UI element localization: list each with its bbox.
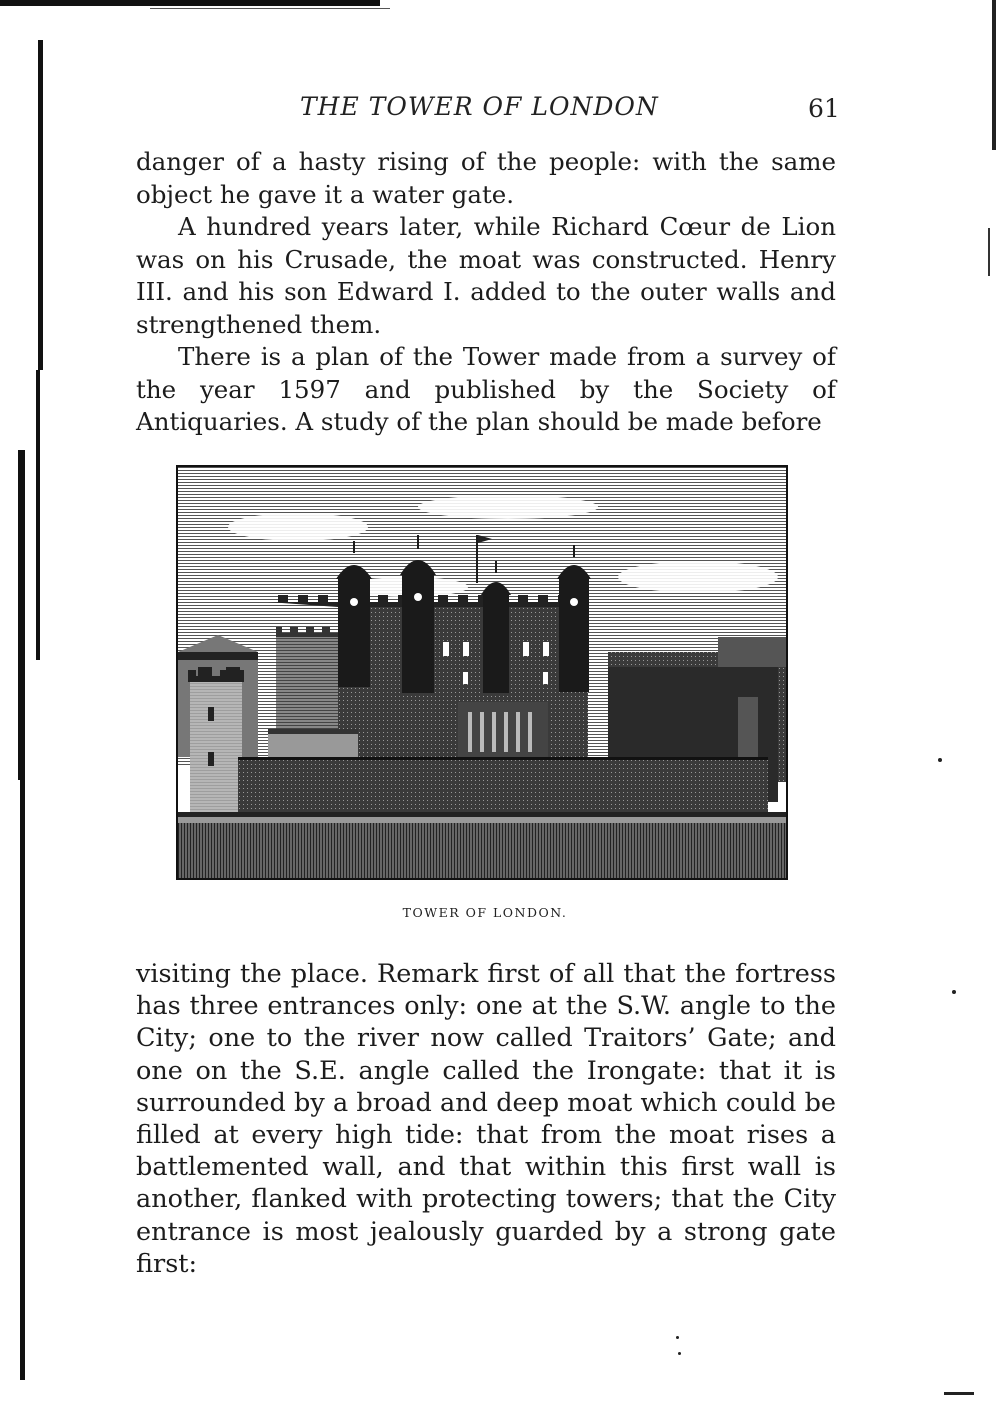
body-text-bottom: [136, 958, 836, 1280]
scan-speck: [938, 758, 942, 762]
scan-edge-bottom-mark: [944, 1392, 974, 1395]
page-number: 61: [808, 94, 840, 123]
paragraph: A hundred years later, while Richard Cœur de Lion was on his Crusade, the moat was constructed. Henry III. and his son Edward I. added to the outer walls and strengthened them.: [136, 212, 836, 339]
scan-speck: [952, 990, 956, 994]
scan-speck: [678, 1352, 681, 1355]
paragraph: danger of a hasty rising of the people: with the same object he gave it a water gate.: [136, 147, 836, 209]
scan-speck: [676, 1336, 679, 1339]
paragraph: visiting the place. Remark first of all that the fortress has three entrances only: one at the S.W. angle to the City; one to the river now called Traitors’ Gate; and one on the S.E. angle called the Irongate: that it is surrounded by a broad and deep moat which could be filled at every high tide: that from the moat rises a battlemented wall, and that within this first wall is another, flanked with protecting towers; that the City entrance is most jealously guarded by a strong gate first:: [136, 959, 836, 1279]
scan-edge-right: [992, 0, 996, 150]
figure-caption: TOWER OF LONDON.: [402, 905, 568, 920]
tower-of-london-engraving: [176, 465, 788, 880]
paragraph: There is a plan of the Tower made from a survey of the year 1597 and published by the Society of Antiquaries. A study of the plan should be made before: [136, 342, 836, 436]
running-head: THE TOWER OF LONDON: [300, 92, 659, 121]
body-text-top: [136, 146, 836, 439]
scan-edge-left: [18, 40, 27, 1380]
scan-edge-right-mark: [988, 228, 990, 276]
scan-edge-top-line: [150, 8, 390, 9]
